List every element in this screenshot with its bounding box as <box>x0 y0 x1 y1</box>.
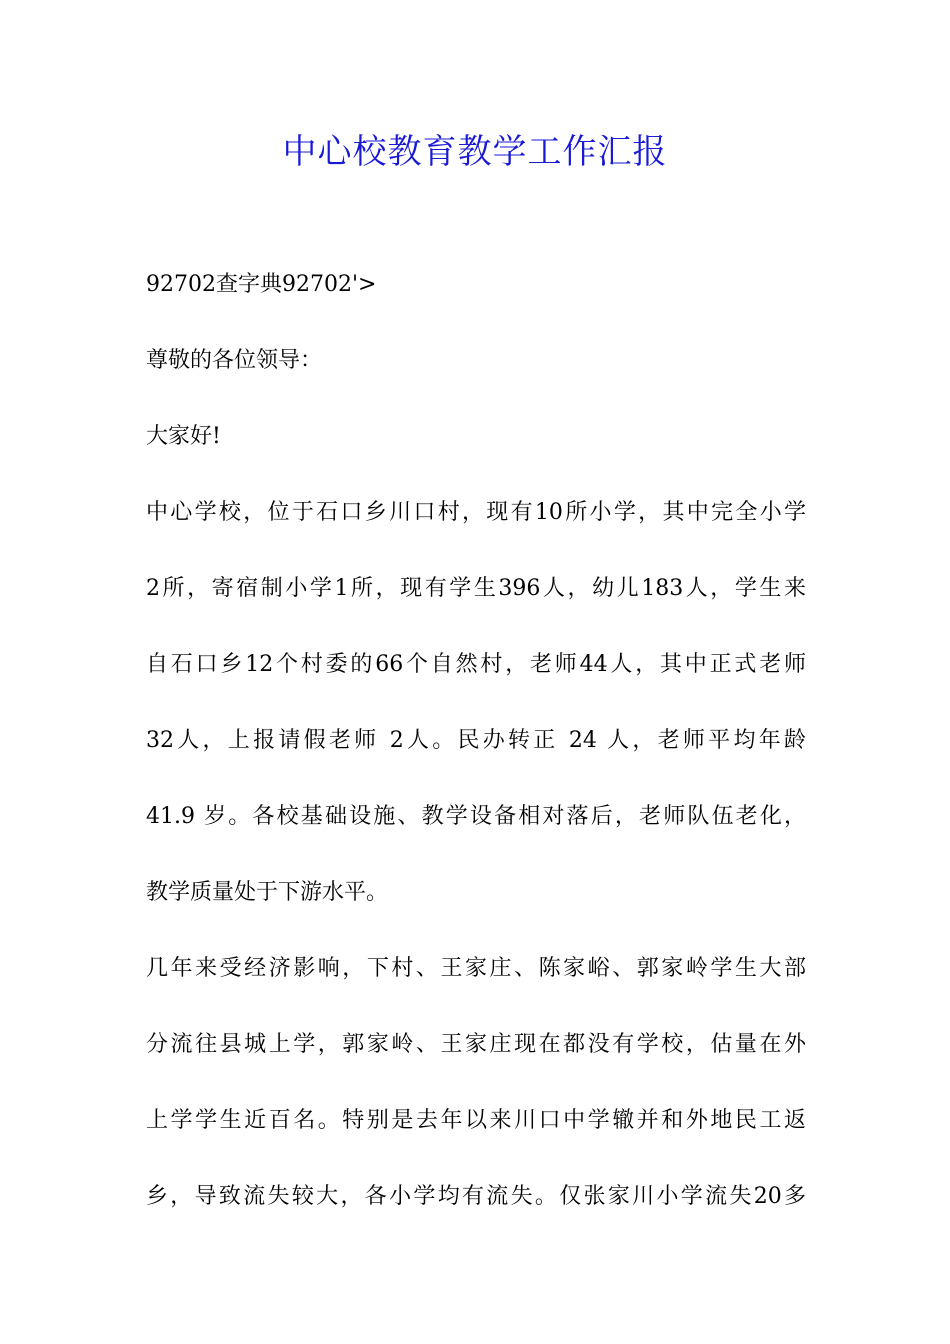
salutation: 尊敬的各位领导： <box>146 348 323 373</box>
greeting: 大家好! <box>146 424 221 449</box>
paragraph-line: 中心学校，位于石口乡川口村，现有10所小学，其中完全小学 <box>146 500 806 525</box>
document-body <box>146 265 806 1217</box>
paragraph-line: 32人，上报请假老师 2人。民办转正 24 人，老师平均年龄 <box>146 728 806 753</box>
document-title: 中心校教育教学工作汇报 <box>282 132 668 172</box>
paragraph-line: 41.9 岁。各校基础设施、教学设备相对落后，老师队伍老化， <box>146 804 806 829</box>
paragraph-line: 2所，寄宿制小学1所，现有学生396人，幼儿183人，学生来 <box>146 576 806 601</box>
meta-line: 92702查字典92702'> <box>146 272 377 297</box>
paragraph-line: 上学学生近百名。特别是去年以来川口中学辙并和外地民工返 <box>146 1108 806 1133</box>
paragraph-line: 乡，导致流失较大，各小学均有流失。仅张家川小学流失20多 <box>146 1184 806 1209</box>
paragraph-line: 教学质量处于下游水平。 <box>146 880 389 905</box>
paragraph-2 <box>146 949 806 1217</box>
paragraph-line: 自石口乡12个村委的66个自然村，老师44人，其中正式老师 <box>146 652 806 677</box>
paragraph-1 <box>146 493 806 913</box>
paragraph-line: 分流往县城上学，郭家岭、王家庄现在都没有学校，估量在外 <box>146 1032 806 1057</box>
paragraph-line: 几年来受经济影响，下村、王家庄、陈家峪、郭家岭学生大部 <box>146 956 806 981</box>
